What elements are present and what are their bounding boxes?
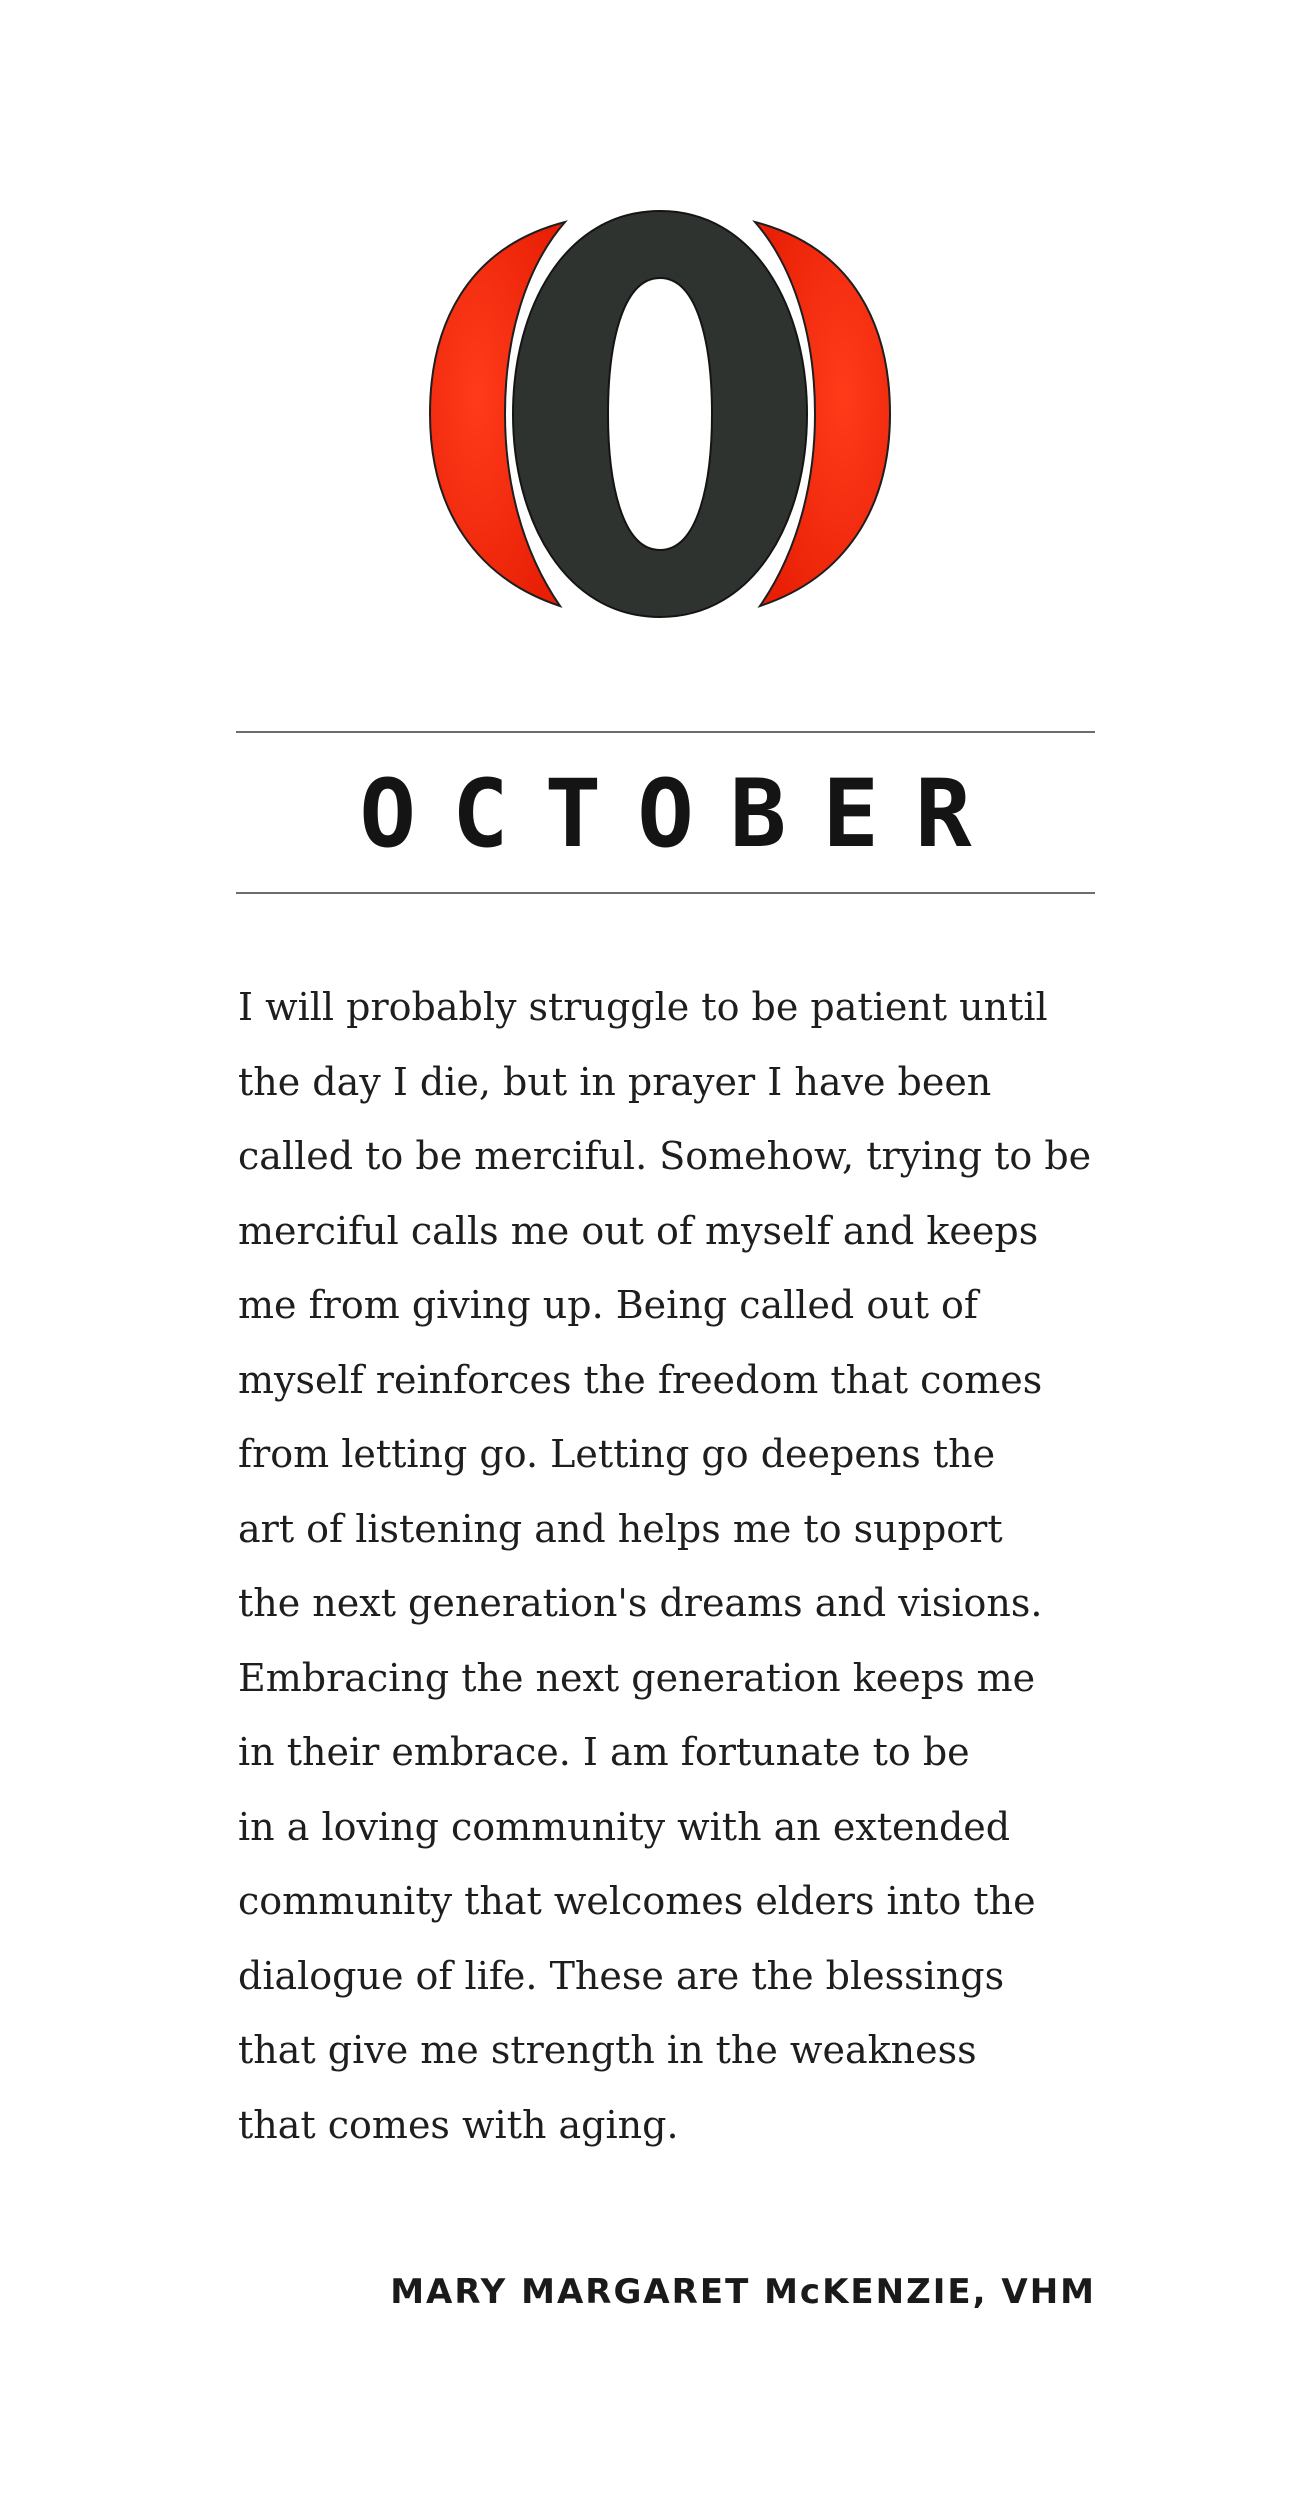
text-line: art of listening and helps me to support [238, 1506, 1003, 1551]
pumpkin-letter-o-icon [425, 208, 895, 620]
text-line: from letting go. Letting go deepens the [238, 1432, 996, 1476]
text-line: the next generation's dreams and visions. [238, 1581, 1043, 1625]
text-line: in their embrace. I am fortunate to be [238, 1730, 970, 1774]
text-line: me from giving up. Being called out of [238, 1283, 978, 1327]
month-title: OCTOBER [359, 760, 1008, 869]
text-line: dialogue of life. These are the blessings [238, 1953, 1005, 1998]
text-line: that comes with aging. [238, 2102, 679, 2147]
text-line: Embracing the next generation keeps me [238, 1655, 1036, 1700]
text-line: called to be merciful. Somehow, trying to be [238, 1134, 1092, 1178]
text-line: that give me strength in the weakness [238, 2028, 977, 2072]
text-line: community that welcomes elders into the [238, 1879, 1036, 1923]
text-line: myself reinforces the freedom that comes [238, 1357, 1043, 1402]
text-line: I will probably struggle to be patient until [238, 985, 1048, 1029]
text-line: the day I die, but in prayer I have been [238, 1059, 992, 1104]
author-signature: MARY MARGARET McKENZIE, VHM [390, 2272, 1096, 2312]
text-line: in a loving community with an extended [238, 1804, 1011, 1849]
text-line: merciful calls me out of myself and keeps [238, 1208, 1039, 1253]
title-rule-bottom [236, 892, 1095, 894]
letter-o-shape [513, 211, 807, 617]
reflection-text [238, 970, 1098, 2162]
title-rule-top [236, 731, 1095, 733]
